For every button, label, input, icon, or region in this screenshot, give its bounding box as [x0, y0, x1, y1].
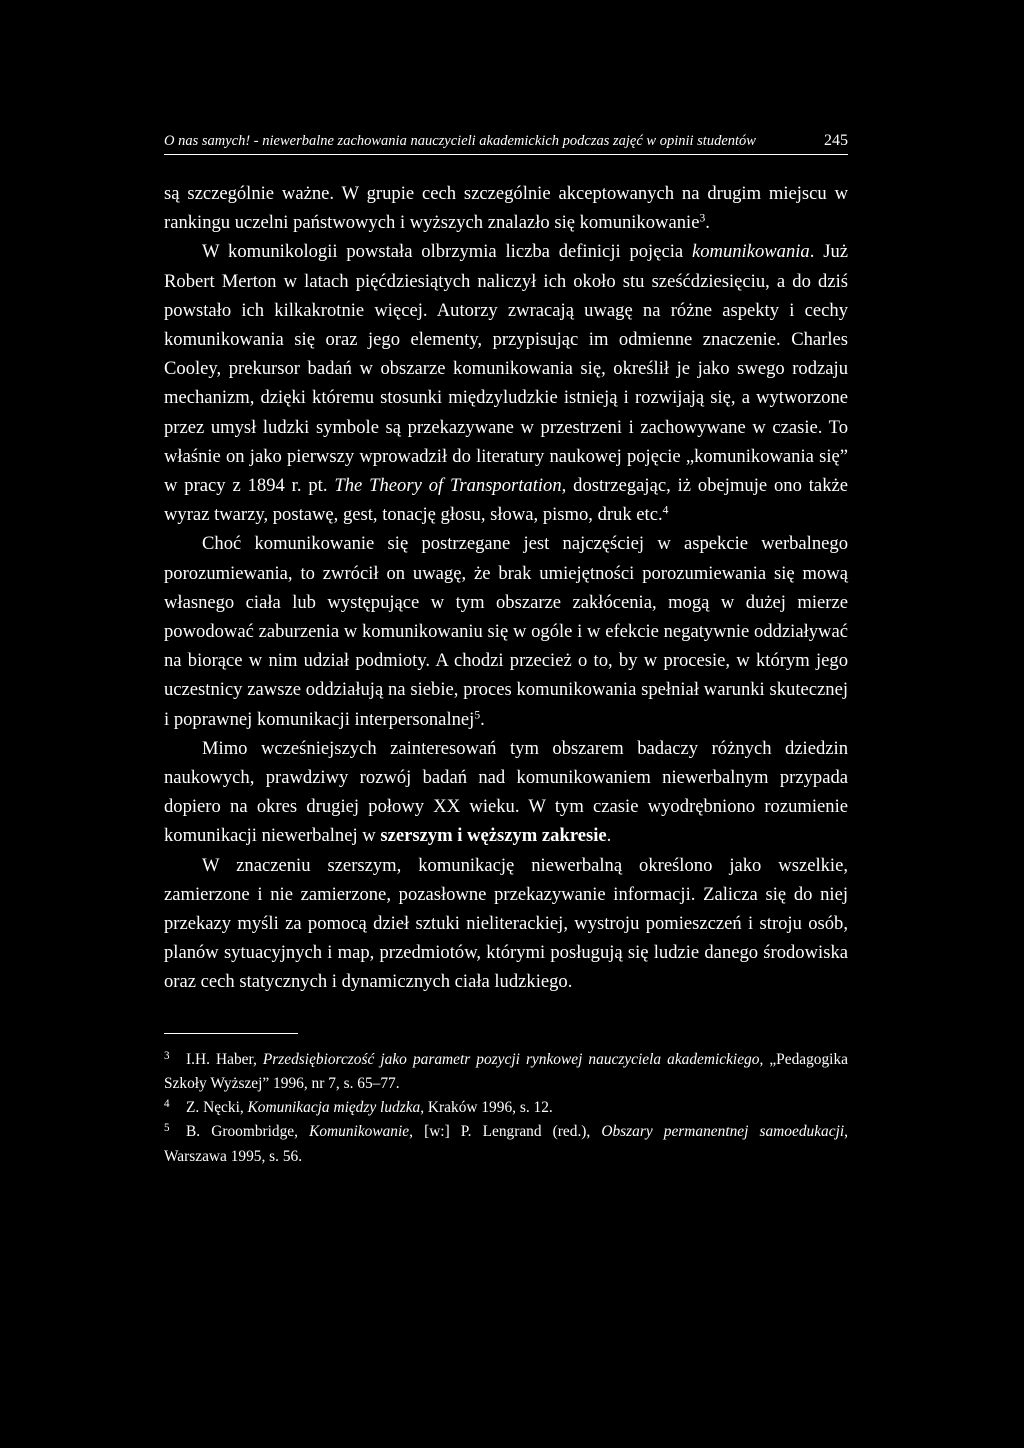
- italic-text: Obszary permanentnej samoedukacji: [601, 1123, 845, 1141]
- footnote-reference: 5: [474, 709, 481, 722]
- text-segment: .: [480, 708, 485, 730]
- italic-text: The Theory of Transportation: [334, 475, 562, 497]
- running-header: [164, 128, 848, 155]
- text-segment: W komunikologii powstała olbrzymia liczba definicji pojęcia: [202, 241, 692, 263]
- text-segment: , Kraków 1996, s. 12.: [420, 1099, 553, 1117]
- text-segment: Z. Nęcki,: [186, 1099, 248, 1117]
- paragraph: [164, 179, 848, 237]
- paragraph: [164, 237, 848, 529]
- text-segment: W znaczeniu szerszym, komunikację niewerbalną określono jako wszelkie, zamierzone i nie zamierzone, pozasłowne przekazywanie informacji. Zalicza się do niej przekazy myśli za pomocą dzieł sztuki nieliterackiej, wystroju pomieszczeń i stroju osób, planów sytuacyjnych i map, przedmiotów, którymi posługują się ludzie danego środowiska oraz cech statycznych i dynamicznych ciała ludzkiego.: [164, 854, 848, 993]
- footnote-separator: [164, 1033, 298, 1034]
- text-segment: , dostrzegając, iż obejmuje ono także wyraz twarzy, postawę, gest, tonację głosu, słowa, pismo, druk etc.: [164, 475, 848, 526]
- running-header-title: O nas samych! - niewerbalne zachowania nauczycieli akademickich podczas zajęć w opinii studentów: [164, 133, 756, 149]
- footnote: 4 Z. Nęcki, Komunikacja między ludzka, Kraków 1996, s. 12.: [164, 1098, 553, 1117]
- paragraph: [164, 734, 848, 851]
- italic-text: Komunikacja między ludzka: [247, 1099, 421, 1117]
- paragraph: [164, 851, 848, 997]
- footnotes: [164, 1048, 848, 1169]
- footnote: 5 B. Groombridge, Komunikowanie, [w:] P. Lengrand (red.), Obszary permanentnej samoedukacji, Warszawa 1995, s. 56.: [164, 1122, 848, 1165]
- text-segment: Choć komunikowanie się postrzegane jest najczęściej w aspekcie werbalnego porozumiewania, to zwrócił on uwagę, że brak umiejętności porozumiewania się mową własnego ciała lub występujące w tym obszarze zakłócenia, mogą w dużej mierze powodować zaburzenia w komunikowaniu się w ogóle i w efekcie negatywnie oddziaływać na biorące w nim udział podmioty. A chodzi przecież o to, by w procesie, w którym jego uczestnicy zawsze oddziałują na siebie, proces komunikowania spełniał warunki skutecznej i poprawnej komunikacji interpersonalnej: [164, 533, 848, 730]
- page-number: 245: [824, 132, 848, 149]
- text-segment: Mimo wcześniejszych zainteresowań tym obszarem badaczy różnych dziedzin naukowych, prawdziwy rozwój badań nad komunikowaniem niewerbalnym przypada dopiero na okres drugiej połowy XX wieku. W tym czasie wyodrębniono rozumienie komunikacji niewerbalnej w: [164, 737, 848, 847]
- text-segment: .: [606, 825, 612, 847]
- text-segment: . Już Robert Merton w latach pięćdziesiątych naliczył ich około stu sześćdziesięciu, a do dziś powstało ich kilkakrotnie więcej. Autorzy zwracają uwagę na różne aspekty i cechy komunikowania się oraz jego elementy, przypisując im odmienne znaczenie. Charles Cooley, prekursor badań w obszarze komunikowania się, określił je jako swego rodzaju mechanizm, dzięki któremu stosunki międzyludzkie istnieją i rozwijają się, a wytworzone przez umysł ludzki symbole są przekazywane w przestrzeni i zachowywane w czasie. To właśnie on jako pierwszy wprowadził do literatury naukowej pojęcie „komunikowania się” w pracy z 1894 r. pt.: [164, 241, 848, 497]
- italic-text: Komunikowanie: [309, 1123, 410, 1141]
- footnote-reference: 3: [699, 212, 706, 225]
- text-segment: , Warszawa 1995, s. 56.: [164, 1123, 848, 1165]
- body-text: [164, 179, 848, 997]
- italic-text: Przedsiębiorczość jako parametr pozycji rynkowej nauczyciela akademickiego: [262, 1050, 760, 1068]
- paragraph: [164, 529, 848, 733]
- italic-text: komunikowania: [691, 241, 810, 263]
- text-segment: B. Groombridge,: [186, 1123, 310, 1141]
- footnote-reference: 4: [662, 504, 669, 517]
- text-segment: .: [705, 212, 710, 234]
- text-segment: I.H. Haber,: [186, 1050, 263, 1068]
- document-page: [164, 128, 848, 1169]
- bold-text: szerszym i węższym zakresie: [380, 825, 607, 847]
- text-segment: , [w:] P. Lengrand (red.),: [409, 1123, 602, 1141]
- text-segment: są szczególnie ważne. W grupie cech szczególnie akceptowanych na drugim miejscu w rankingu uczelni państwowych i wyższych znalazło się komunikowanie: [164, 183, 848, 234]
- footnote: 3 I.H. Haber, Przedsiębiorczość jako parametr pozycji rynkowej nauczyciela akademickiego, „Pedagogika Szkoły Wyższej” 1996, nr 7, s. 65–77.: [164, 1049, 848, 1092]
- text-segment: , „Pedagogika Szkoły Wyższej” 1996, nr 7, s. 65–77.: [164, 1050, 848, 1092]
